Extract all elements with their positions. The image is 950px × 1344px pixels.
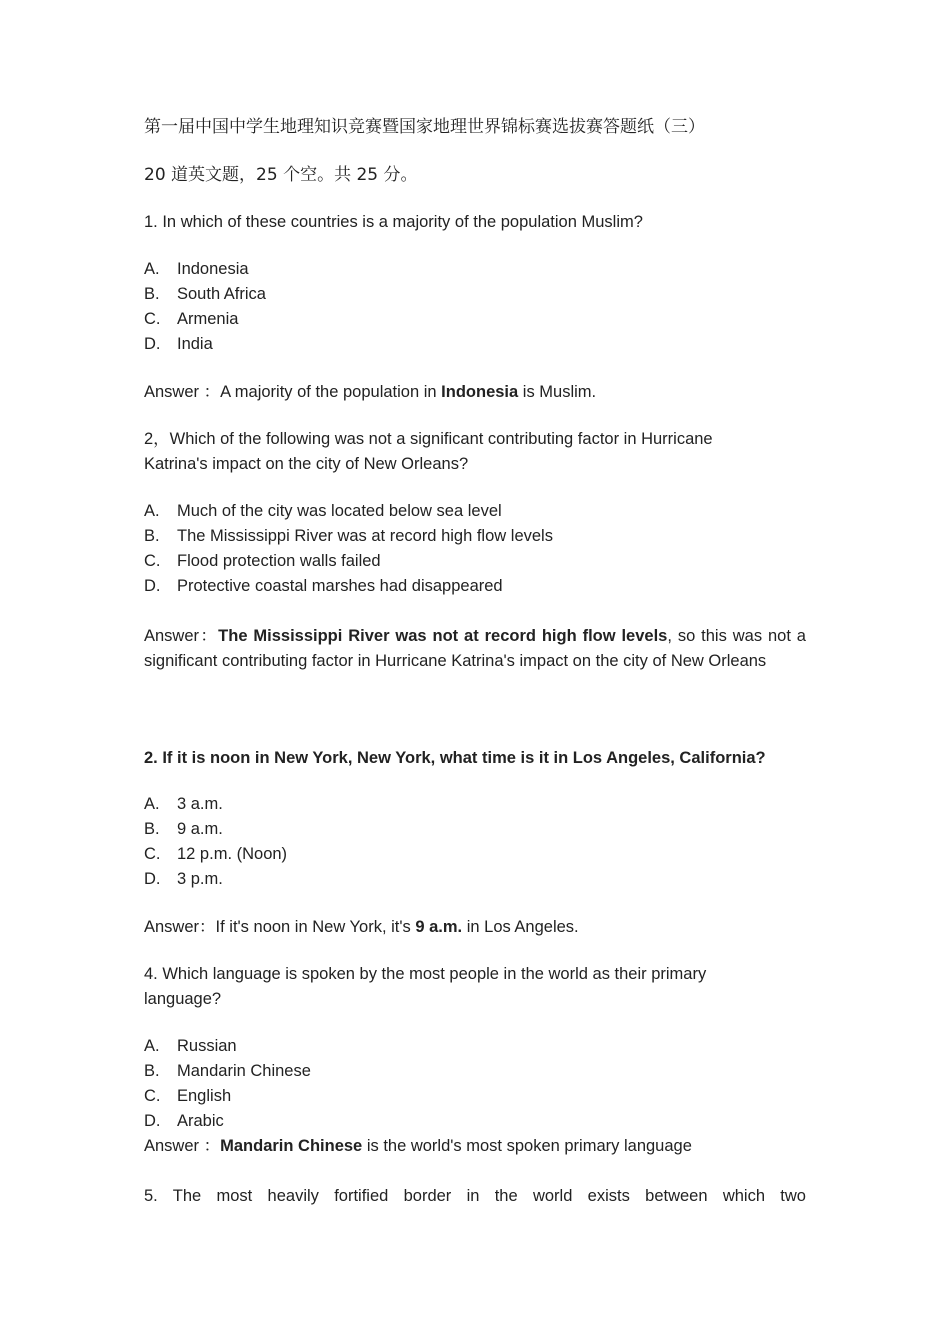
option-b: B. The Mississippi River was at record high flow levels xyxy=(144,527,553,545)
question-1-prompt: 1. In which of these countries is a majority of the population Muslim? xyxy=(144,213,643,231)
question-3-options xyxy=(144,792,806,892)
question-1-answer: Answer ：A majority of the population in Indonesia is Muslim. xyxy=(144,383,597,401)
option-d: D. India xyxy=(144,335,213,353)
question-4-answer: Answer ：Mandarin Chinese is the world's most spoken primary language xyxy=(144,1137,692,1155)
question-2-prompt-line-2: Katrina's impact on the city of New Orleans? xyxy=(144,455,469,473)
question-3-answer: Answer：If it's noon in New York, it's 9 a.m. in Los Angeles. xyxy=(144,918,579,936)
option-a: A. 3 a.m. xyxy=(144,795,223,813)
option-c: C. 12 p.m. (Noon) xyxy=(144,845,288,863)
question-2-prompt-line-1: 2，Which of the following was not a significant contributing factor in Hurricane xyxy=(144,430,713,448)
page-title: 第一届中国中学生地理知识竞赛暨国家地理世界锦标赛选拔赛答题纸（三） xyxy=(144,117,705,137)
question-1-options xyxy=(144,257,806,357)
option-b: B. 9 a.m. xyxy=(144,820,223,838)
question-4-prompt-line-2: language? xyxy=(144,990,222,1008)
option-d: D. Protective coastal marshes had disappeared xyxy=(144,577,503,595)
question-2-answer: Answer：The Mississippi River was not at record high flow levels, so this was not a significant contributing factor in Hurricane Katrina's impact on the city of New Orleans xyxy=(144,627,806,670)
question-4-options xyxy=(144,1034,806,1134)
question-4-prompt-line-1: 4. Which language is spoken by the most people in the world as their primary xyxy=(144,965,707,983)
question-5-prompt: 5. The most heavily fortified border in the world exists between which two xyxy=(144,1187,806,1205)
option-a: A. Russian xyxy=(144,1037,237,1055)
option-b: B. South Africa xyxy=(144,285,266,303)
option-c: C. English xyxy=(144,1087,232,1105)
option-a: A. Indonesia xyxy=(144,260,249,278)
option-a: A. Much of the city was located below sea level xyxy=(144,502,502,520)
option-d: D. Arabic xyxy=(144,1112,224,1130)
option-d: D. 3 p.m. xyxy=(144,870,223,888)
page-subtitle: 20 道英文题，25 个空。共 25 分。 xyxy=(144,165,418,185)
option-c: C. Armenia xyxy=(144,310,239,328)
option-c: C. Flood protection walls failed xyxy=(144,552,381,570)
question-3-prompt: 2. If it is noon in New York, New York, what time is it in Los Angeles, California? xyxy=(144,749,766,767)
option-b: B. Mandarin Chinese xyxy=(144,1062,311,1080)
question-2-options xyxy=(144,499,806,599)
